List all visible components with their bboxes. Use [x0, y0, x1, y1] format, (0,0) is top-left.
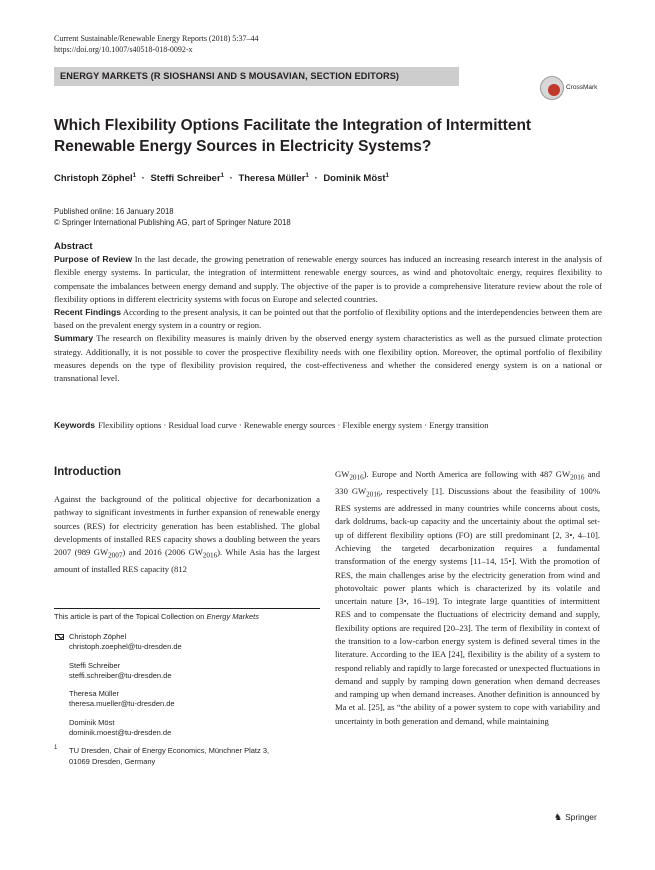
contact-name: Christoph Zöphel	[69, 632, 127, 641]
abstract-heading: Abstract	[54, 241, 93, 252]
body-text: GW	[335, 469, 350, 479]
collection-name: Energy Markets	[206, 612, 259, 621]
section-banner: ENERGY MARKETS (R SIOSHANSI AND S MOUSAVIAN, SECTION EDITORS)	[54, 67, 459, 86]
affil-marker: 1	[385, 173, 389, 179]
findings-label: Recent Findings	[54, 307, 122, 318]
body-column-right	[335, 468, 600, 728]
published-date: Published online: 16 January 2018	[54, 207, 174, 216]
publisher-footer	[554, 812, 597, 823]
affil-marker: 1	[220, 173, 224, 179]
contact-email[interactable]: christoph.zoephel@tu-dresden.de	[69, 642, 182, 652]
abstract-summary	[54, 332, 602, 385]
summary-label: Summary	[54, 333, 94, 344]
springer-horse-icon: ♞	[554, 812, 563, 822]
publisher-name: Springer	[565, 812, 597, 822]
crossmark-label: CrossMark	[566, 84, 598, 91]
contact-entry	[54, 661, 324, 682]
crossmark-badge[interactable]	[538, 74, 624, 104]
subscript: 2016	[570, 473, 585, 482]
doi-link[interactable]: https://doi.org/10.1007/s40518-018-0092-x	[54, 45, 193, 54]
publication-info	[54, 206, 291, 228]
keywords-text: Flexibility options · Residual load curve · Renewable energy sources · Flexible energy system · Energy transition	[98, 420, 489, 430]
subscript: 2016	[366, 490, 381, 499]
crossmark-icon	[540, 76, 564, 100]
subscript: 2007	[108, 551, 123, 560]
affil-marker: 1	[132, 173, 136, 179]
findings-text: According to the present analysis, it can be pointed out that the portfolio of flexibility options and the interdependencies between them are based on the prevalent energy system in a country or region.	[54, 307, 602, 331]
summary-text: The research on flexibility measures is mainly driven by the observed energy system characteristics as well as the pursued climate protection strategy. Additionally, it is not possible to cover the prospective flexibility needs with one flexibility option. Moreover, the optimal portfolio of flexibility measures depends on the type of flexibility provision required, the cost-effectiveness and whether the considered energy system is on a national or transnational level.	[54, 333, 602, 384]
copyright-line: © Springer International Publishing AG, part of Springer Nature 2018	[54, 218, 291, 227]
contact-name: Dominik Möst	[69, 717, 115, 727]
contact-email[interactable]: dominik.moest@tu-dresden.de	[69, 728, 172, 738]
keywords-label: Keywords	[54, 420, 96, 430]
contact-entry	[54, 632, 324, 653]
subscript: 2016	[349, 473, 364, 482]
contact-entry	[54, 718, 324, 739]
journal-header	[54, 33, 258, 55]
envelope-icon	[55, 634, 64, 640]
title-line-2: Renewable Energy Sources in Electricity Systems?	[54, 138, 432, 155]
affiliation-note	[54, 746, 324, 767]
keywords-line	[54, 420, 614, 430]
contact-name: Steffi Schreiber	[69, 660, 121, 670]
author-name[interactable]: Dominik Möst	[323, 173, 386, 185]
body-text: ). While Asia has the largest amount of installed RES capacity (812	[54, 547, 320, 575]
topical-collection-note	[54, 612, 259, 621]
purpose-label: Purpose of Review	[54, 254, 133, 265]
purpose-text: In the last decade, the growing penetration of renewable energy sources has induced an increasing research interest in the analysis of flexible energy systems. In particular, the integration of intermittent renewable energy sources, as wind and photovoltaic energy, requires flexibility to compensate the imbalances between energy demand and supply. The objective of the paper is to provide a comprehensive literature review about the role of flexibility options in different electricity systems with focus on Europe and selected countries.	[54, 254, 602, 304]
author-name[interactable]: Christoph Zöphel	[54, 173, 133, 185]
section-heading: Introduction	[54, 466, 122, 478]
author-list	[54, 173, 389, 184]
author-name[interactable]: Theresa Müller	[238, 173, 306, 185]
collection-prefix: This article is part of the Topical Collection on	[54, 612, 207, 621]
intro-paragraph-cont	[335, 468, 600, 728]
intro-paragraph	[54, 493, 320, 577]
author-separator: ·	[314, 173, 318, 185]
contact-entry	[54, 689, 324, 710]
journal-citation: Current Sustainable/Renewable Energy Reports (2018) 5:37–44	[54, 34, 259, 43]
abstract-block	[54, 240, 602, 385]
author-separator: ·	[229, 173, 233, 185]
body-text: Against the background of the political objective for decarbonization a pathway to significant investments in further expansion of renewable energy sources (RES) for electricity generation has been established. The global developments of installed RES capacity shows a doubling between the years 2007 (989 GW	[54, 494, 320, 558]
subscript: 2016	[202, 551, 218, 560]
contact-email[interactable]: theresa.mueller@tu-dresden.de	[69, 699, 175, 709]
corresponding-authors	[54, 632, 324, 767]
abstract-findings	[54, 306, 602, 332]
body-text: , respectively [1]. Discussions about the feasibility of 100% RES systems are addressed in many countries while concerns about costs, dark doldrums, back-up capacity and the uncertainty about the optimal set-up of different flexibility options (FO) are still predominant [2, 3•, 4–10]. Achieving the targeted decarbonization requires a fundamental transformation of the energy systems [11–14, 15•]. With the promotion of RES, the main challenges arise by the electricity generation from wind and photovoltaic power plants which is characterized by its volatile and uncertain nature [3•, 16–19]. To integrate large quantities of intermittent RES and to compensate the fluctuations of electricity demand and supply, flexibility options are required [20–23]. The term of flexibility in context of the transition to a low-carbon energy system is defined several times in the literature. According to the IEA [24], flexibility is the ability of a system to respond reliably and rapidly to large forecasted or unexpected fluctuations in demand and supply by ramping down generation when demand decreases and ramping up when demand increases. Another definition is announced by Ma et al. [25], as “the ability of a power system to cope with variability and uncertainty in both generation and demand, while maintaining	[335, 486, 600, 726]
affil-line-2: 01069 Dresden, Germany	[69, 756, 156, 766]
affil-line-1: TU Dresden, Chair of Energy Economics, Münchner Platz 3,	[69, 746, 270, 756]
body-text: and 330 GW	[335, 469, 600, 497]
body-column-left	[54, 493, 320, 577]
affil-number: 1	[54, 745, 58, 752]
abstract-purpose	[54, 253, 602, 306]
title-line-1: Which Flexibility Options Facilitate the Integration of Intermittent	[54, 117, 532, 134]
footnote-divider	[54, 608, 320, 609]
author-name[interactable]: Steffi Schreiber	[150, 173, 221, 185]
body-text: ). Europe and North America are following with 487 GW	[363, 469, 571, 479]
contact-name: Theresa Müller	[69, 689, 120, 699]
article-title	[54, 115, 574, 157]
affil-marker: 1	[305, 173, 309, 179]
body-text: ) and 2016 (2006 GW	[122, 547, 203, 558]
author-separator: ·	[141, 173, 145, 185]
contact-email[interactable]: steffi.schreiber@tu-dresden.de	[69, 670, 172, 680]
